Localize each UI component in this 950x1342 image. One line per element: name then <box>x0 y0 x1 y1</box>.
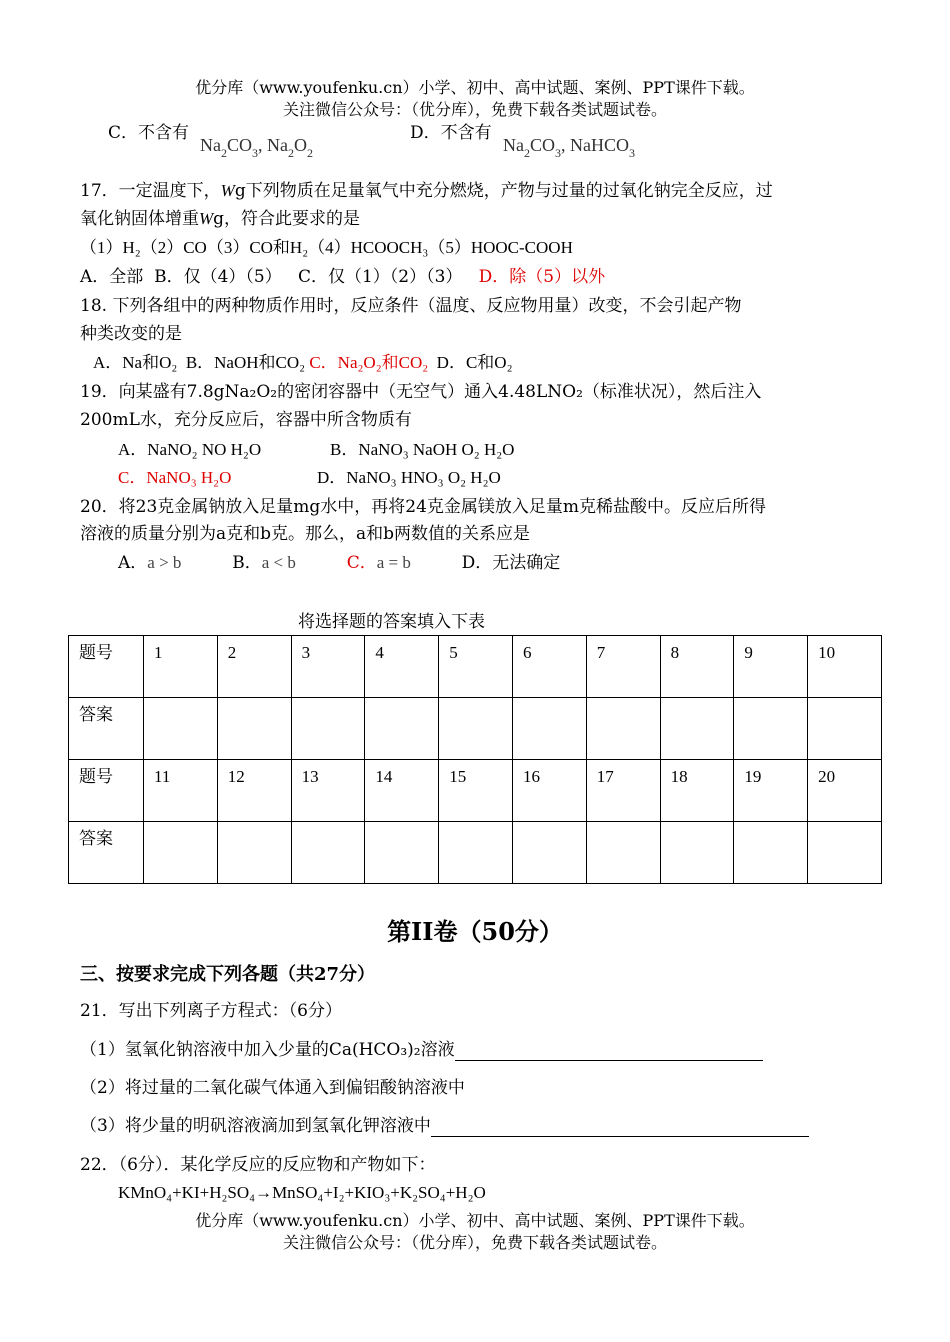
q19-option-b: B．NaNO₃ NaOH O₂ H₂O <box>330 440 515 459</box>
q22-equation: KMnO₄+KI+H₂SO₄→MnSO₄+I₂+KIO₃+K₂SO₄+H₂O <box>118 1183 486 1202</box>
q18-option-b: B．NaOH和CO₂ <box>185 353 306 372</box>
table-row <box>69 822 882 884</box>
question-number: 6 <box>512 636 586 698</box>
q16-option-d-formula: $Na_2CO_3$, NaHCO$_3$ <box>503 135 636 160</box>
question-number: 3 <box>291 636 365 698</box>
answer-cell[interactable] <box>439 698 513 760</box>
question-number: 10 <box>808 636 882 698</box>
q16-option-c-formula: $Na_2CO_3$, $Na_2O_2$ <box>200 135 314 160</box>
answer-blank[interactable] <box>455 1042 763 1061</box>
q16-option-d: D．不含有 <box>410 123 492 143</box>
question-number: 11 <box>144 760 218 822</box>
answer-cell[interactable] <box>808 822 882 884</box>
question-number: 15 <box>439 760 513 822</box>
q19-stem-line1: 19．向某盛有7.8gNa₂O₂的密闭容器中（无空气）通入4.48LNO₂（标准状况），然后注入 <box>80 382 762 402</box>
q18-stem-line1: 18. 下列各组中的两种物质作用时，反应条件（温度、反应物用量）改变，不会引起产物 <box>80 296 742 316</box>
q20-option-a-label: A． <box>118 553 148 573</box>
q22-stem: 22．（6分）．某化学反应的反应物和产物如下： <box>80 1155 436 1175</box>
question-number: 2 <box>217 636 291 698</box>
answer-cell[interactable] <box>808 698 882 760</box>
q20-option-b: a < b <box>261 553 296 572</box>
footer-line-1: 优分库（www.youfenku.cn）小学、初中、高中试题、案例、PPT课件下载。 <box>195 1211 755 1230</box>
answer-cell[interactable] <box>217 698 291 760</box>
row-label: 题号 <box>69 760 144 822</box>
q17-stem-line2: 氧化钠固体增重Wg，符合此要求的是 <box>80 209 361 229</box>
part2-title: 第II卷（50分） <box>387 917 563 946</box>
q20-option-a: a > b <box>147 553 182 572</box>
q21-item-2: （2）将过量的二氧化碳气体通入到偏铝酸钠溶液中 <box>80 1078 465 1098</box>
question-number: 7 <box>586 636 660 698</box>
question-number: 16 <box>512 760 586 822</box>
answer-cell[interactable] <box>660 698 734 760</box>
q19-option-a: A．NaNO₂ NO H₂O <box>118 440 262 459</box>
section3-heading: 三、按要求完成下列各题（共27分） <box>80 964 376 985</box>
question-number: 17 <box>586 760 660 822</box>
answer-cell[interactable] <box>586 822 660 884</box>
question-number: 9 <box>734 636 808 698</box>
answer-cell[interactable] <box>144 822 218 884</box>
answer-cell[interactable] <box>439 822 513 884</box>
header-line-2: 关注微信公众号：（优分库），免费下载各类试题试卷。 <box>282 100 667 119</box>
answer-cell[interactable] <box>217 822 291 884</box>
answer-cell[interactable] <box>734 822 808 884</box>
question-number: 4 <box>365 636 439 698</box>
q21-item-1: （1）氢氧化钠溶液中加入少量的Ca(HCO₃)₂溶液 <box>80 1039 763 1061</box>
q18-stem-line2: 种类改变的是 <box>80 324 182 344</box>
answer-cell[interactable] <box>291 822 365 884</box>
q19-stem-line2: 200mL水，充分反应后，容器中所含物质有 <box>80 410 412 430</box>
row-label: 答案 <box>69 698 144 760</box>
answer-table <box>68 635 882 884</box>
table-row <box>69 636 882 698</box>
answer-cell[interactable] <box>365 698 439 760</box>
table-row <box>69 698 882 760</box>
q18-options <box>93 352 513 374</box>
table-row <box>69 760 882 822</box>
answer-cell[interactable] <box>734 698 808 760</box>
question-number: 20 <box>808 760 882 822</box>
answer-cell[interactable] <box>291 698 365 760</box>
q21-stem: 21．写出下列离子方程式：（6分） <box>80 1001 342 1021</box>
question-number: 18 <box>660 760 734 822</box>
row-label: 答案 <box>69 822 144 884</box>
q19-option-c: C．NaNO₃ H₂O <box>118 468 232 487</box>
answer-blank[interactable] <box>431 1118 809 1137</box>
q17-option-c: C．仅（1）（2）（3） <box>297 267 463 287</box>
question-number: 19 <box>734 760 808 822</box>
answer-cell[interactable] <box>660 822 734 884</box>
footer-line-2: 关注微信公众号：（优分库），免费下载各类试题试卷。 <box>282 1233 667 1252</box>
q17-items: （1）H₂（2）CO（3）CO和H₂（4）HCOOCH₃（5）HOOC-COOH <box>80 238 573 257</box>
question-number: 1 <box>144 636 218 698</box>
row-label: 题号 <box>69 636 144 698</box>
q20-option-c: a = b <box>376 553 411 572</box>
header-line-1: 优分库（www.youfenku.cn）小学、初中、高中试题、案例、PPT课件下载。 <box>195 78 755 97</box>
answer-cell[interactable] <box>144 698 218 760</box>
answer-cell[interactable] <box>365 822 439 884</box>
question-number: 14 <box>365 760 439 822</box>
q17-options <box>80 266 605 288</box>
q20-option-c-label: C． <box>346 553 377 573</box>
q18-option-c: C．Na₂O₂和CO₂ <box>309 353 429 372</box>
q19-option-d: D．NaNO₃ HNO₃ O₂ H₂O <box>317 468 501 487</box>
question-number: 5 <box>439 636 513 698</box>
question-number: 13 <box>291 760 365 822</box>
q17-option-a: A．全部 <box>80 267 144 287</box>
q17-stem-line1: 17．一定温度下，Wg下列物质在足量氧气中充分燃烧，产物与过量的过氧化钠完全反应，过 <box>80 181 773 201</box>
q17-option-d: D．除（5）以外 <box>478 267 606 287</box>
answer-cell[interactable] <box>512 698 586 760</box>
q20-option-d: D．无法确定 <box>461 553 561 573</box>
answer-table-caption: 将选择题的答案填入下表 <box>298 612 485 632</box>
q20-stem-line1: 20．将23克金属钠放入足量mg水中，再将24克金属镁放入足量m克稀盐酸中。反应后所得 <box>80 497 767 517</box>
question-number: 12 <box>217 760 291 822</box>
q17-option-b: B．仅（4）（5） <box>154 267 282 287</box>
q16-option-c: C．不含有 <box>108 123 190 143</box>
q18-option-d: D．C和O₂ <box>436 353 513 372</box>
answer-cell[interactable] <box>586 698 660 760</box>
q18-option-a: A．Na和O₂ <box>93 353 178 372</box>
answer-cell[interactable] <box>512 822 586 884</box>
q20-options <box>118 552 560 574</box>
q20-option-b-label: B． <box>232 553 262 573</box>
q20-stem-line2: 溶液的质量分别为a克和b克。那么，a和b两数值的关系应是 <box>80 524 531 544</box>
question-number: 8 <box>660 636 734 698</box>
q21-item-3: （3）将少量的明矾溶液滴加到氢氧化钾溶液中 <box>80 1115 809 1137</box>
